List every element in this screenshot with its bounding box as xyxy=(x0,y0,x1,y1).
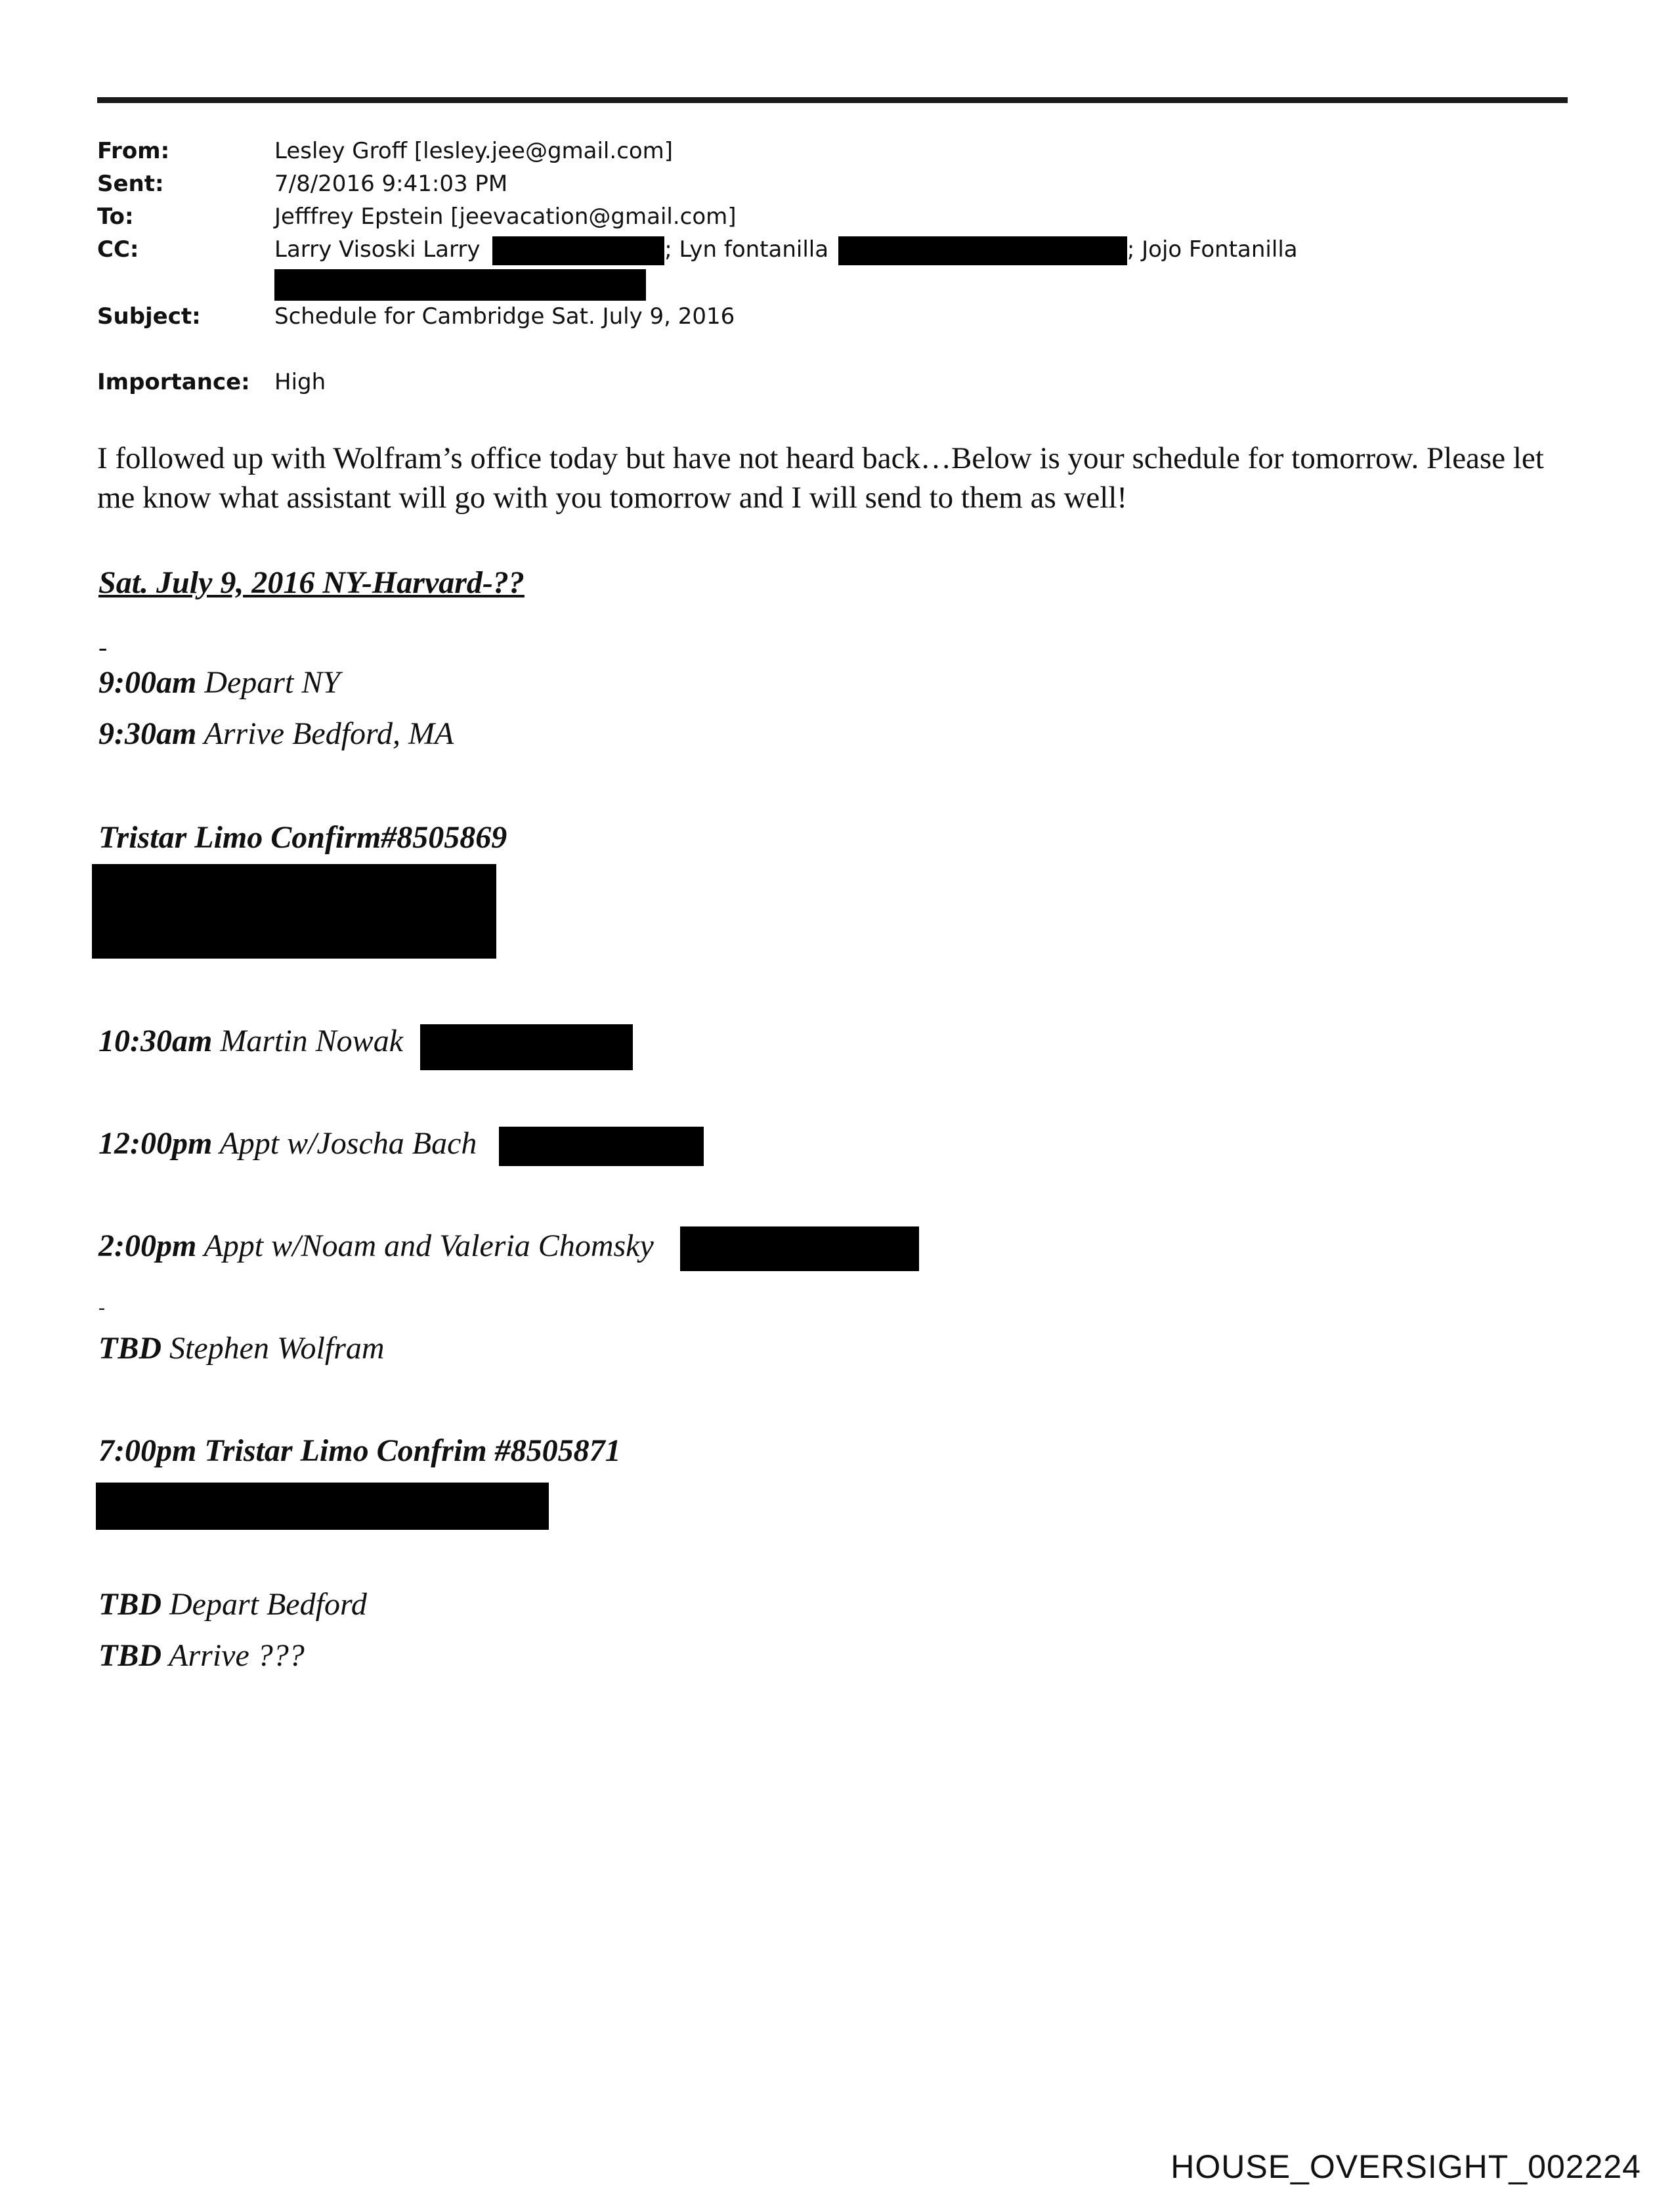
schedule-time: TBD xyxy=(98,1331,161,1366)
header-rule xyxy=(97,97,1568,103)
schedule-time: 12:00pm xyxy=(98,1126,213,1161)
schedule-time: TBD xyxy=(98,1587,161,1622)
importance-value: High xyxy=(274,369,326,395)
schedule-text: Appt w/Joscha Bach xyxy=(212,1126,477,1161)
sent-label: Sent: xyxy=(97,171,164,197)
subject-label: Subject: xyxy=(97,303,201,330)
schedule-text: Arrive Bedford, MA xyxy=(196,716,454,751)
redaction-box xyxy=(92,864,496,959)
schedule-item xyxy=(98,1022,403,1061)
redaction-box xyxy=(499,1127,704,1166)
cc-name-larry: Larry Visoski Larry xyxy=(274,236,481,263)
schedule-time: 9:00am xyxy=(98,665,197,700)
redaction-box xyxy=(96,1483,549,1530)
schedule-item xyxy=(98,1226,654,1266)
from-label: From: xyxy=(97,138,170,164)
schedule-text: Martin Nowak xyxy=(212,1024,403,1058)
schedule-item xyxy=(98,1431,621,1471)
schedule-text: Arrive ??? xyxy=(161,1638,305,1673)
schedule-time: Tristar Limo Confirm#8505869 xyxy=(98,820,507,855)
redaction-box xyxy=(492,236,664,265)
sent-value: 7/8/2016 9:41:03 PM xyxy=(274,171,508,197)
schedule-text: Stephen Wolfram xyxy=(161,1331,385,1366)
schedule-time: 2:00pm xyxy=(98,1228,197,1263)
schedule-item xyxy=(98,714,454,754)
schedule-item xyxy=(98,1124,477,1163)
schedule-heading: Sat. July 9, 2016 NY-Harvard-?? xyxy=(98,565,525,600)
to-label: To: xyxy=(97,204,134,230)
redaction-box xyxy=(680,1226,919,1271)
schedule-time: 10:30am xyxy=(98,1024,213,1058)
dash-marker: - xyxy=(98,632,108,662)
schedule-item xyxy=(98,818,507,857)
schedule-time: 9:30am xyxy=(98,716,197,751)
schedule-time: 7:00pm Tristar Limo Confrim #8505871 xyxy=(98,1433,621,1468)
subject-value: Schedule for Cambridge Sat. July 9, 2016 xyxy=(274,303,735,330)
schedule-item xyxy=(98,1329,385,1368)
bates-number: HOUSE_OVERSIGHT_002224 xyxy=(1170,2148,1641,2185)
schedule-text: Depart Bedford xyxy=(161,1587,367,1622)
redaction-box xyxy=(274,269,646,301)
from-value: Lesley Groff [lesley.jee@gmail.com] xyxy=(274,138,674,164)
redaction-box xyxy=(420,1024,633,1070)
dash-marker: - xyxy=(98,1297,105,1318)
schedule-text: Depart NY xyxy=(196,665,341,700)
schedule-time: TBD xyxy=(98,1638,161,1673)
cc-name-lyn: ; Lyn fontanilla xyxy=(664,236,829,263)
redaction-box xyxy=(838,236,1127,265)
schedule-item xyxy=(98,1636,305,1676)
schedule-item xyxy=(98,663,340,703)
importance-label: Importance: xyxy=(97,369,250,395)
cc-value xyxy=(274,234,1298,265)
cc-name-jojo: ; Jojo Fontanilla xyxy=(1127,236,1298,263)
schedule-text: Appt w/Noam and Valeria Chomsky xyxy=(196,1228,654,1263)
schedule-item xyxy=(98,1585,367,1624)
email-body-paragraph: I followed up with Wolfram’s office today but have not heard back…Below is your schedule for tomorrow. Please let me know what assistant will go with you tomorrow and I will send to them as well! xyxy=(97,441,1544,515)
to-value: Jefffrey Epstein [jeevacation@gmail.com] xyxy=(274,204,737,230)
cc-label: CC: xyxy=(97,236,139,263)
